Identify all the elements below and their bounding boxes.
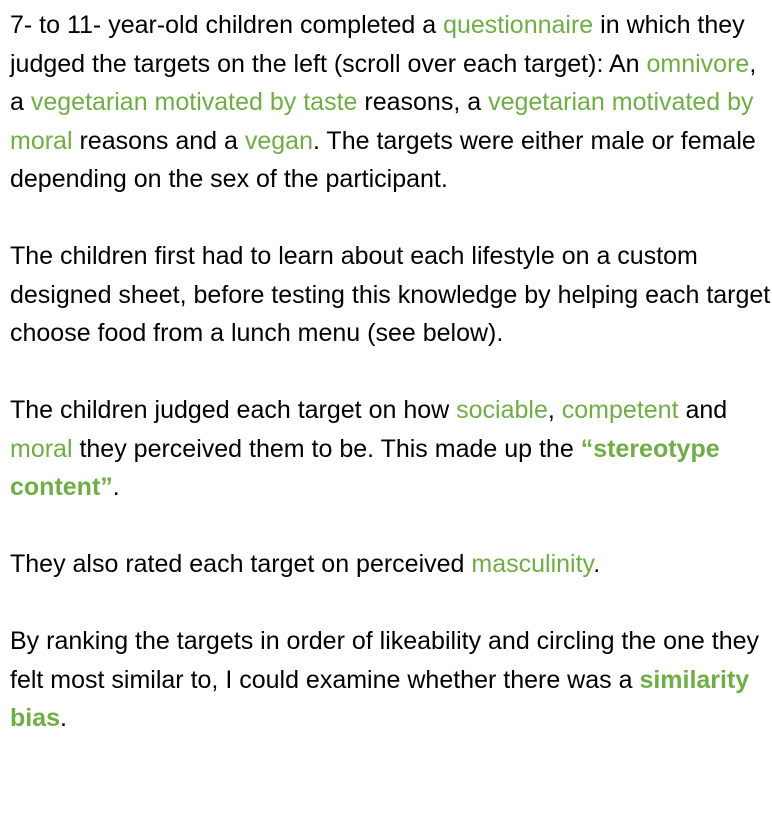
text-segment: in which they judged the targets on the left (scroll over each target): An: [10, 11, 745, 78]
paragraph-masculinity: [10, 545, 772, 584]
text-segment: The children first had to learn about each lifestyle on a custom designed sheet, before testing this knowledge by helping each target choose food from a lunch menu (see below).: [10, 242, 771, 347]
text-segment: .: [60, 704, 67, 732]
text-segment: they perceived them to be. This made up the: [72, 434, 581, 463]
text-segment: The children judged each target on how: [10, 396, 457, 424]
highlight-sociable: sociable: [456, 396, 548, 424]
highlight-similarity-bias: similarity bias: [10, 665, 750, 732]
highlight-questionnaire: questionnaire: [443, 11, 594, 39]
highlight-vegetarian-taste: vegetarian motivated by taste: [30, 88, 358, 116]
text-segment: . The targets were either male or female depending on the sex of the participant.: [10, 126, 756, 193]
paragraph-questionnaire: [10, 6, 772, 199]
paragraph-learning: [10, 237, 772, 353]
text-segment: .: [593, 550, 601, 578]
highlight-stereotype-content: “stereotype content”: [10, 434, 720, 501]
highlight-omnivore: omnivore: [646, 49, 750, 78]
text-segment: They also rated each target on perceived: [10, 550, 472, 578]
text-segment: reasons and a: [72, 126, 245, 155]
text-segment: and: [678, 396, 728, 424]
highlight-vegan: vegan: [244, 126, 313, 155]
highlight-moral: moral: [10, 434, 73, 463]
text-segment: By ranking the targets in order of likeability and circling the one they felt most similar to, I could examine whether there was a: [10, 627, 760, 694]
highlight-vegetarian-moral: vegetarian motivated by moral: [10, 88, 754, 155]
highlight-competent: competent: [561, 396, 679, 424]
text-segment: , a: [10, 49, 757, 116]
highlight-masculinity: masculinity: [471, 550, 594, 578]
text-segment: reasons, a: [357, 88, 489, 116]
text-segment: .: [112, 473, 120, 501]
text-segment: 7- to 11- year-old children completed a: [10, 11, 444, 39]
paragraph-stereotype-content: [10, 391, 772, 507]
text-segment: ,: [547, 396, 562, 424]
paragraph-similarity-bias: [10, 622, 772, 738]
